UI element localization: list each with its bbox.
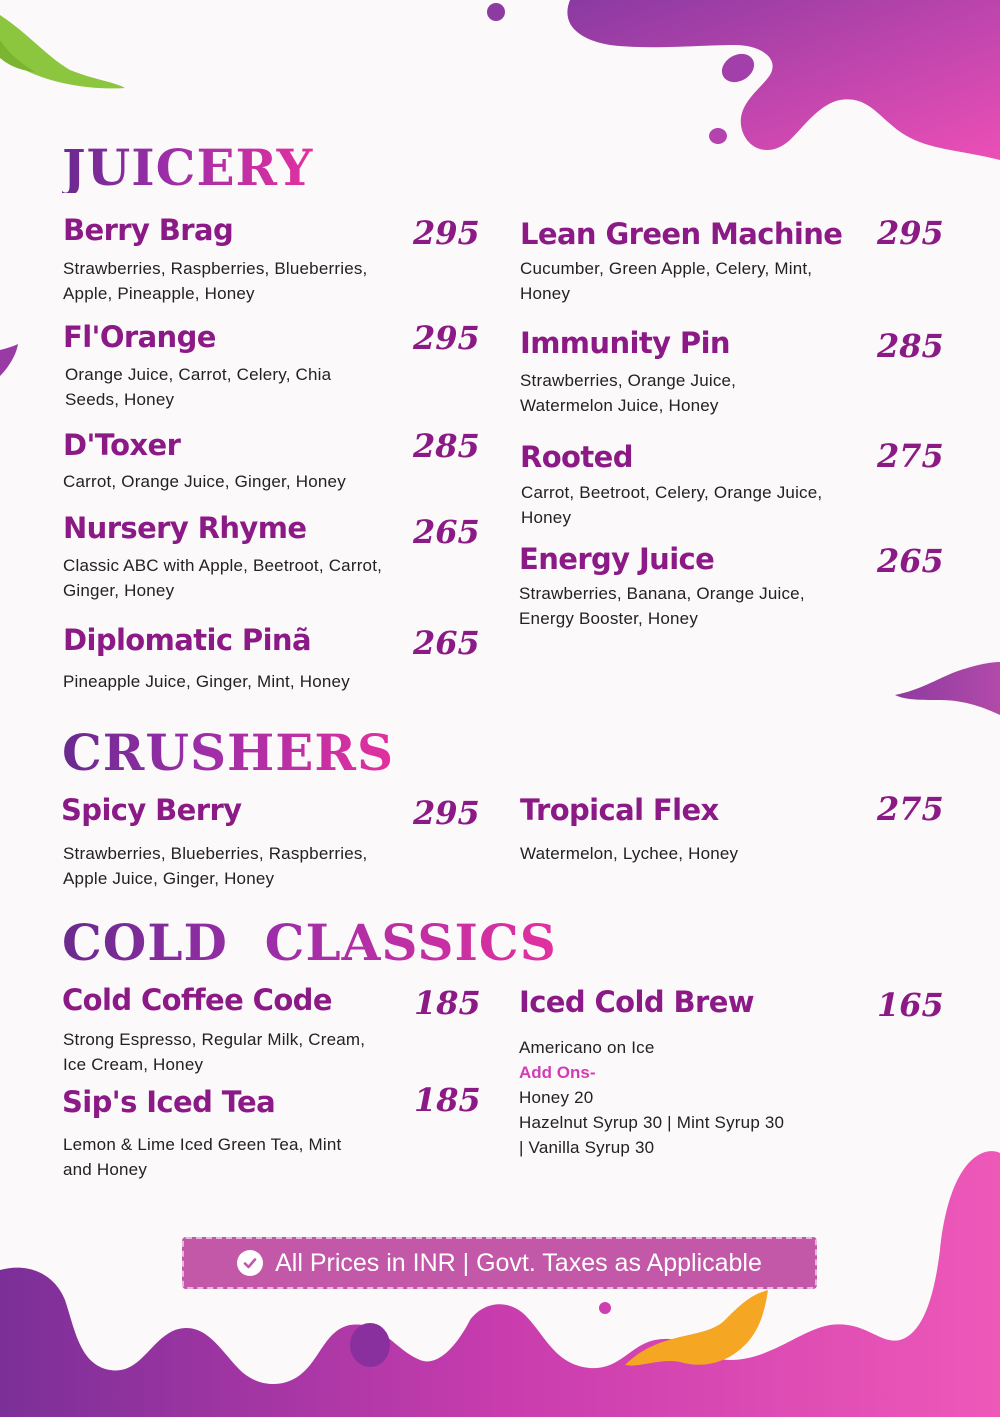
item-desc-cold-coffee-code: Strong Espresso, Regular Milk, Cream, Ice Cream, Honey bbox=[63, 1030, 366, 1074]
item-desc-lean-green-machine: Cucumber, Green Apple, Celery, Mint, Honey bbox=[520, 259, 813, 303]
item-desc-dtoxer: Carrot, Orange Juice, Ginger, Honey bbox=[63, 472, 346, 491]
item-desc-iced-cold-brew: Americano on Ice bbox=[519, 1038, 655, 1057]
right-wave-shape bbox=[895, 662, 1000, 715]
addon-line: | Vanilla Syrup 30 bbox=[519, 1138, 655, 1157]
item-name-florange: Fl'Orange bbox=[63, 320, 216, 354]
addons-label: Add Ons- bbox=[519, 1063, 596, 1082]
item-desc-spicy-berry: Strawberries, Blueberries, Raspberries, Apple Juice, Ginger, Honey bbox=[63, 844, 368, 888]
addon-line: Honey 20 bbox=[519, 1088, 594, 1107]
item-price-tropical-flex: 275 bbox=[877, 790, 944, 828]
item-name-immunity-pin: Immunity Pin bbox=[520, 326, 730, 360]
item-price-nursery-rhyme: 265 bbox=[413, 513, 480, 551]
item-name-lean-green-machine: Lean Green Machine bbox=[520, 217, 843, 251]
item-name-energy-juice: Energy Juice bbox=[519, 542, 715, 576]
green-leaf-shape bbox=[0, 15, 125, 88]
item-desc-tropical-flex: Watermelon, Lychee, Honey bbox=[520, 844, 739, 863]
item-name-spicy-berry: Spicy Berry bbox=[61, 793, 242, 827]
top-right-splash bbox=[487, 0, 1000, 160]
item-price-cold-coffee-code: 185 bbox=[414, 984, 481, 1022]
verified-badge-icon bbox=[237, 1250, 263, 1276]
item-desc-energy-juice: Strawberries, Banana, Orange Juice, Energy Booster, Honey bbox=[519, 584, 805, 628]
footer-note-bar bbox=[182, 1237, 817, 1289]
item-name-cold-coffee-code: Cold Coffee Code bbox=[62, 983, 332, 1017]
item-desc-diplomatic-pina: Pineapple Juice, Ginger, Mint, Honey bbox=[63, 672, 350, 691]
cold-classics-title: COLD CLASSICS bbox=[62, 913, 557, 972]
item-name-rooted: Rooted bbox=[520, 440, 633, 474]
item-name-sips-iced-tea: Sip's Iced Tea bbox=[62, 1085, 276, 1119]
footer-text: All Prices in INR | Govt. Taxes as Applicable bbox=[275, 1248, 762, 1277]
item-price-rooted: 275 bbox=[877, 437, 944, 475]
item-name-diplomatic-pina: Diplomatic Pinã bbox=[63, 623, 311, 657]
item-price-spicy-berry: 295 bbox=[413, 794, 480, 832]
item-price-lean-green-machine: 295 bbox=[877, 214, 944, 252]
item-price-diplomatic-pina: 265 bbox=[413, 624, 480, 662]
item-desc-sips-iced-tea: Lemon & Lime Iced Green Tea, Mint and Honey bbox=[63, 1135, 342, 1179]
item-desc-nursery-rhyme: Classic ABC with Apple, Beetroot, Carrot, Ginger, Honey bbox=[63, 556, 383, 600]
item-price-florange: 295 bbox=[413, 319, 480, 357]
item-desc-berry-brag: Strawberries, Raspberries, Blueberries, Apple, Pineapple, Honey bbox=[63, 259, 368, 303]
item-price-berry-brag: 295 bbox=[413, 214, 480, 252]
item-name-tropical-flex: Tropical Flex bbox=[520, 793, 719, 827]
left-purple-drop bbox=[0, 344, 18, 376]
item-price-immunity-pin: 285 bbox=[877, 327, 944, 365]
item-name-berry-brag: Berry Brag bbox=[63, 213, 234, 247]
item-name-iced-cold-brew: Iced Cold Brew bbox=[519, 985, 754, 1019]
item-desc-florange: Orange Juice, Carrot, Celery, Chia Seeds, Honey bbox=[65, 365, 332, 409]
item-name-nursery-rhyme: Nursery Rhyme bbox=[63, 511, 307, 545]
item-desc-immunity-pin: Strawberries, Orange Juice, Watermelon Juice, Honey bbox=[520, 371, 737, 415]
juicery-title: JUICERY bbox=[62, 138, 314, 197]
item-price-energy-juice: 265 bbox=[877, 542, 944, 580]
item-price-dtoxer: 285 bbox=[413, 427, 480, 465]
crushers-title: CRUSHERS bbox=[62, 723, 395, 782]
item-name-dtoxer: D'Toxer bbox=[63, 428, 181, 462]
item-price-iced-cold-brew: 165 bbox=[877, 986, 944, 1024]
item-desc-rooted: Carrot, Beetroot, Celery, Orange Juice, Honey bbox=[521, 483, 823, 527]
addon-line: Hazelnut Syrup 30 | Mint Syrup 30 bbox=[519, 1113, 785, 1132]
item-price-sips-iced-tea: 185 bbox=[414, 1081, 481, 1119]
iced-cold-brew-details bbox=[519, 1035, 849, 1160]
